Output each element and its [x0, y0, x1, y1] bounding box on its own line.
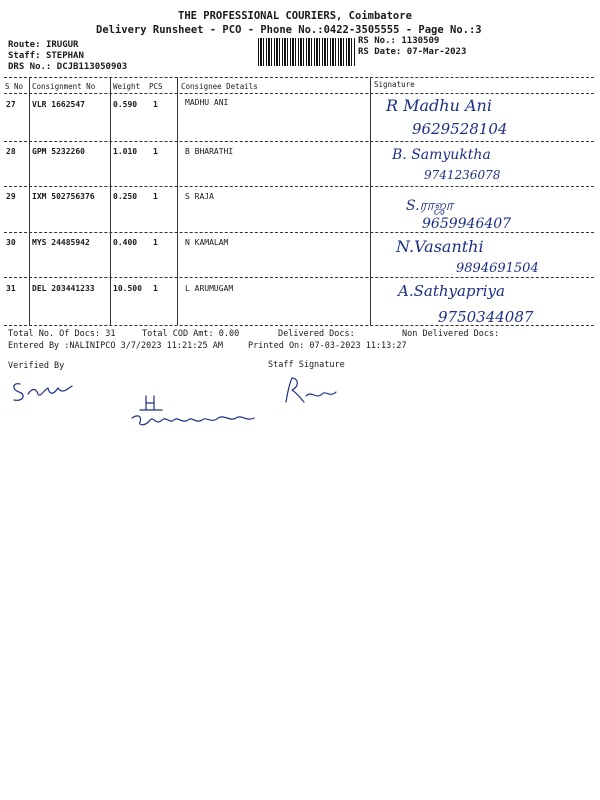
row-weight: 0.250: [113, 192, 138, 201]
staff-signature: [276, 372, 356, 412]
col-header-weight: Weight: [113, 82, 141, 91]
rs-date-value: 07-Mar-2023: [406, 47, 467, 57]
col-header-signature: Signature: [374, 80, 415, 89]
row-sno: 27: [6, 100, 16, 109]
route-line: [8, 40, 78, 50]
row-consignment: MYS 24485942: [32, 238, 90, 247]
row-weight: 10.500: [113, 284, 142, 293]
staff-value: STEPHAN: [45, 51, 84, 61]
row-divider: [4, 141, 594, 142]
recipient-signature: [398, 190, 598, 232]
rs-no-label: RS No.:: [358, 36, 396, 46]
recipient-signature: [394, 234, 594, 278]
col-header-sno: S No: [5, 82, 24, 91]
rs-no-value: 1130509: [401, 36, 440, 46]
row-consignment: IXM 502756376: [32, 192, 95, 201]
drs-line: [8, 62, 127, 72]
col-divider: [29, 77, 30, 325]
col-header-consignment: Consignment No: [32, 82, 96, 91]
col-header-pcs: PCS: [149, 82, 163, 91]
entered-by: Entered By :NALINIPCO 3/7/2023 11:21:25 AM: [8, 341, 223, 351]
row-consignee: S RAJA: [185, 192, 214, 201]
recipient-signature: [396, 278, 596, 324]
signature-name: A.Sathyapriya: [398, 282, 505, 300]
col-header-consignee: Consignee Details: [181, 82, 258, 91]
row-pcs: 1: [153, 147, 158, 156]
row-sno: 30: [6, 238, 16, 247]
delivered-docs: Delivered Docs:: [278, 329, 355, 339]
signature-name: B. Samyuktha: [392, 147, 491, 163]
signature-name: N.Vasanthi: [396, 237, 484, 256]
col-divider: [110, 77, 111, 325]
rs-date-label: RS Date:: [358, 47, 402, 57]
table-top-rule: [4, 77, 594, 78]
recipient-signature: [384, 94, 584, 140]
row-weight: 0.590: [113, 100, 138, 109]
route-value: IRUGUR: [45, 40, 79, 50]
signature-phone: 9741236078: [424, 168, 501, 182]
col-divider: [370, 77, 371, 325]
row-divider: [4, 186, 594, 187]
row-consignee: N KAMALAM: [185, 238, 229, 247]
row-sno: 28: [6, 147, 16, 156]
staff-line: [8, 51, 84, 61]
verified-by-label: Verified By: [8, 361, 65, 371]
row-pcs: 1: [153, 100, 158, 109]
row-sno: 31: [6, 284, 16, 293]
recipient-signature: [392, 143, 592, 183]
rs-date-line: [358, 47, 466, 57]
row-consignee: B BHARATHI: [185, 147, 234, 156]
signature-phone: 9629528104: [412, 120, 508, 138]
total-cod: Total COD Amt: 0.00: [142, 329, 240, 339]
total-docs: Total No. Of Docs: 31: [8, 329, 116, 339]
rs-no-line: [358, 36, 439, 46]
page-title: THE PROFESSIONAL COURIERS, Coimbatore: [178, 10, 412, 22]
row-sno: 29: [6, 192, 16, 201]
row-divider: [4, 232, 594, 233]
verifier-signature: [10, 376, 90, 406]
signature-name: R Madhu Ani: [386, 96, 492, 115]
row-consignment: DEL 203441233: [32, 284, 95, 293]
staff-label: Staff:: [8, 51, 41, 61]
col-divider: [177, 77, 178, 325]
page-subtitle: Delivery Runsheet - PCO - Phone No.:0422-3505555 - Page No.:3: [96, 24, 482, 36]
row-consignee: MADHU ANI: [185, 98, 229, 107]
row-pcs: 1: [153, 238, 158, 247]
row-pcs: 1: [153, 192, 158, 201]
row-weight: 0.400: [113, 238, 138, 247]
row-consignee: L ARUMUGAM: [185, 284, 234, 293]
staff-signature-label: Staff Signature: [268, 360, 345, 370]
printed-on: Printed On: 07-03-2023 11:13:27: [248, 341, 407, 351]
drs-label: DRS No.:: [8, 62, 52, 72]
signature-name: S.ராஜா: [406, 198, 454, 214]
row-consignment: VLR 1662547: [32, 100, 85, 109]
barcode: [258, 38, 356, 66]
row-consignment: GPM 5232260: [32, 147, 85, 156]
signature-phone: 9659946407: [422, 216, 512, 232]
row-pcs: 1: [153, 284, 158, 293]
non-delivered-docs: Non Delivered Docs:: [402, 329, 500, 339]
signature-phone: 9894691504: [456, 261, 539, 276]
row-weight: 1.010: [113, 147, 138, 156]
route-label: Route:: [8, 40, 41, 50]
handwritten-initials: [126, 392, 276, 432]
drs-value: DCJB113050903: [56, 62, 128, 72]
signature-phone: 9750344087: [438, 308, 534, 326]
table-bottom-rule: [4, 325, 594, 326]
